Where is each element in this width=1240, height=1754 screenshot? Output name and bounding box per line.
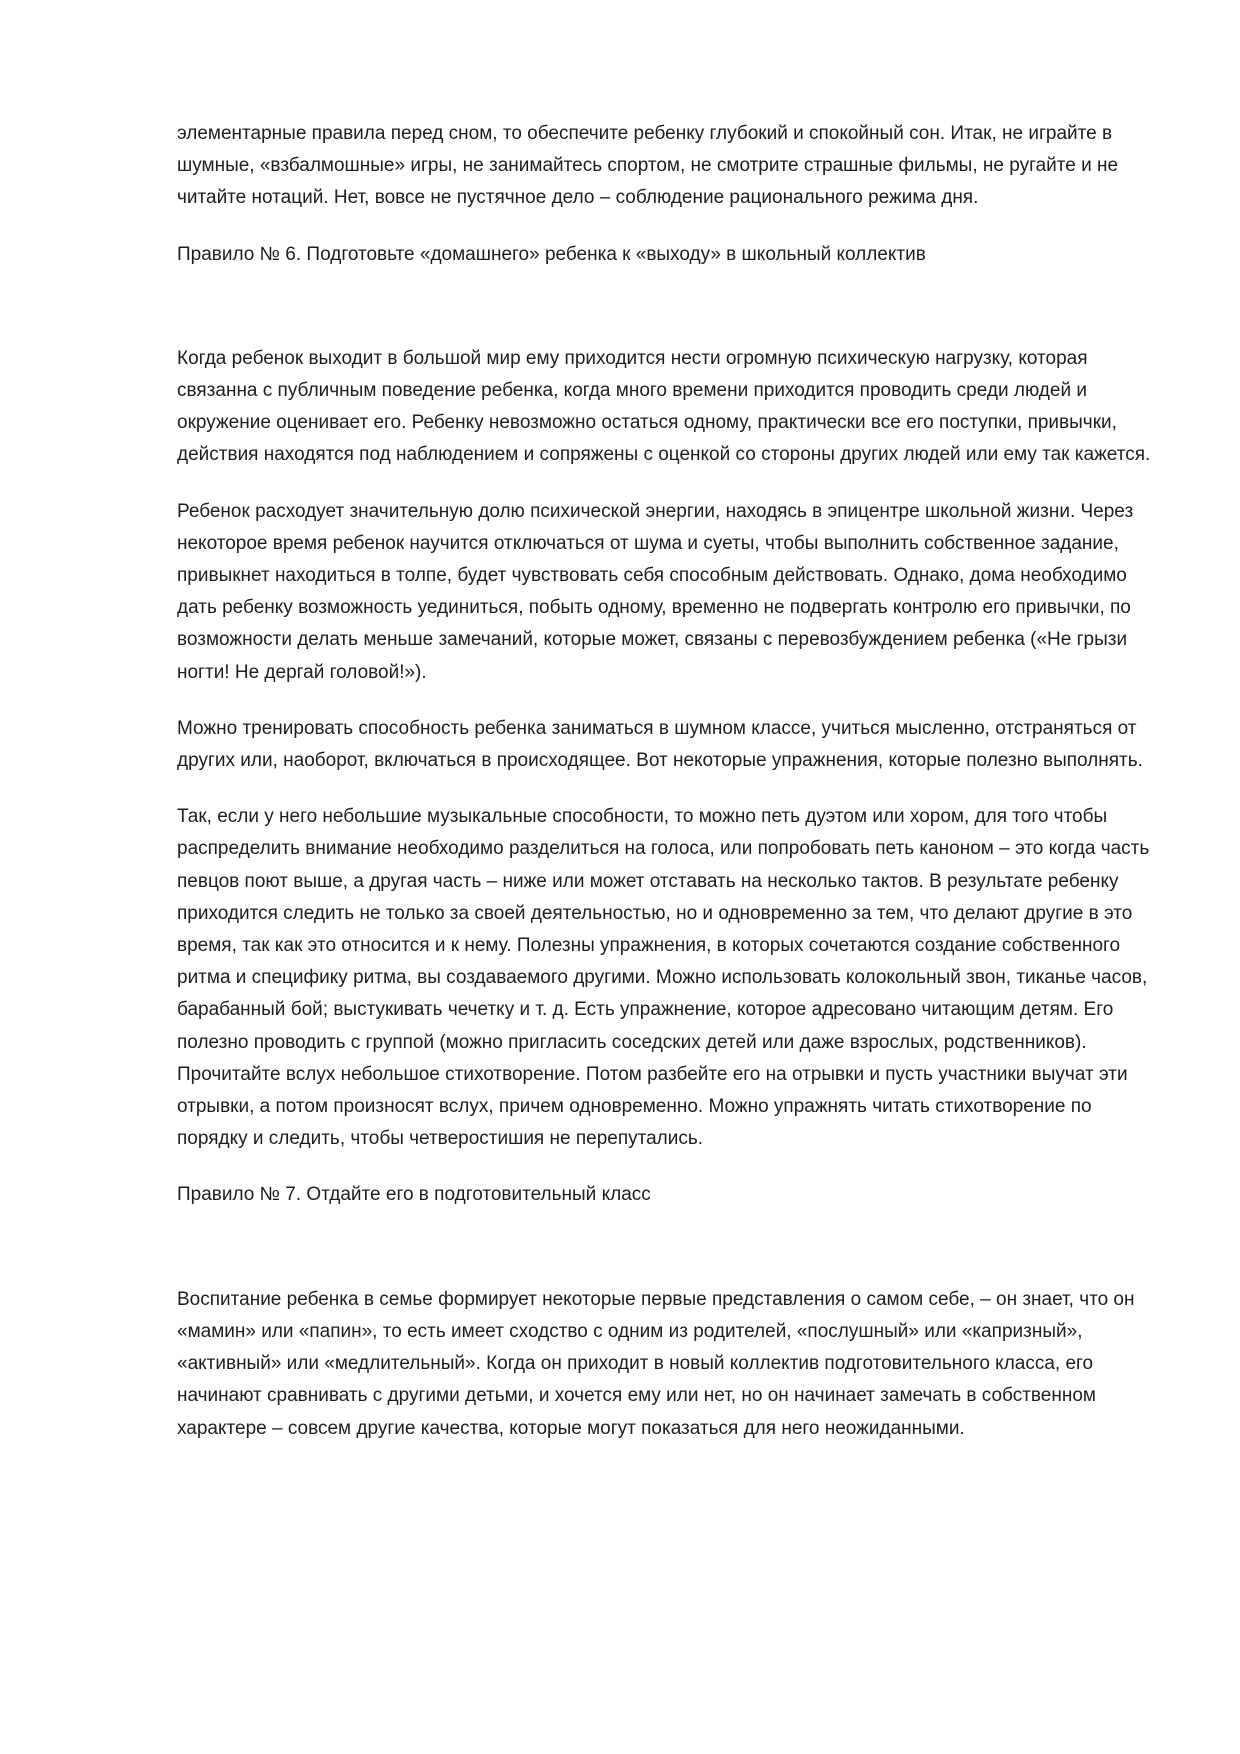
paragraph-noisy-class: Можно тренировать способность ребенка заниматься в шумном классе, учиться мысленно, отстраняться от других или, наоборот, включаться в происходящее. Вот некоторые упражнения, которые полезно выполнять. [177,717,1143,772]
paragraph-family-upbringing: Воспитание ребенка в семье формирует некоторые первые представления о самом себе, – он знает, что он «мамин» или «папин», то есть имеет сходство с одним из родителей, «послушный» или «капризный», «активный» или «медлительный». Когда он приходит в новый коллектив подготовительного класса, его начинают сравнивать с другими детьми, и хочется ему или нет, но он начинает замечать в собственном характере – совсем другие качества, которые могут показаться для него неожиданными. [177,1288,1135,1439]
rule-6-heading: Правило № 6. Подготовьте «домашнего» ребенка к «выходу» в школьный коллектив [177,243,926,265]
rule-7-heading: Правило № 7. Отдайте его в подготовительный класс [177,1184,651,1206]
paragraph-psychic-energy: Ребенок расходует значительную долю психической энергии, находясь в эпицентре школьной жизни. Через некоторое время ребенок научится отключаться от шума и суеты, чтобы выполнить собственное задание, привыкнет находиться в толпе, будет чувствовать себя способным действовать. Однако, дома необходимо дать ребенку возможность уединиться, побыть одному, временно не подвергать контролю его привычки, по возможности делать меньше замечаний, которые может, связаны с перевозбуждением ребенка («Не грызи ногти! Не дергай головой!»). [177,500,1134,683]
paragraph-big-world: Когда ребенок выходит в большой мир ему приходится нести огромную психическую нагрузку, которая связанна с публичным поведение ребенка, когда много времени приходится проводить среди людей и окружение оценивает его. Ребенку невозможно остаться одному, практически все его поступки, привычки, действия находятся под наблюдением и сопряжены с оценкой со стороны других людей или ему так кажется. [177,347,1151,466]
paragraph-sleep-rules: элементарные правила перед сном, то обеспечите ребенку глубокий и спокойный сон. Итак, не играйте в шумные, «взбалмошные» игры, не занимайтесь спортом, не смотрите страшные фильмы, не ругайте и не читайте нотаций. Нет, вовсе не пустячное дело – соблюдение рационального режима дня. [177,123,1119,209]
document-body [177,118,1162,1445]
paragraph-exercises: Так, если у него небольшие музыкальные способности, то можно петь дуэтом или хором, для того чтобы распределить внимание необходимо разделиться на голоса, или попробовать петь каноном – это когда часть певцов поют выше, а другая часть – ниже или может отставать на несколько тактов. В результате ребенку приходится следить не только за своей деятельностью, но и одновременно за тем, что делают другие в это время, так как это относится и к нему. Полезны упражнения, в которых сочетаются создание собственного ритма и специфику ритма, вы создаваемого другими. Можно использовать колокольный звон, тиканье часов, барабанный бой; выстукивать чечетку и т. д. Есть упражнение, которое адресовано читающим детям. Его полезно проводить с группой (можно пригласить соседских детей или даже взрослых, родственников). Прочитайте вслух небольшое стихотворение. Потом разбейте его на отрывки и пусть участники выучат эти отрывки, а потом произносят вслух, причем одновременно. Можно упражнять читать стихотворение по порядку и следить, чтобы четверостишия не перепутались. [177,806,1150,1150]
